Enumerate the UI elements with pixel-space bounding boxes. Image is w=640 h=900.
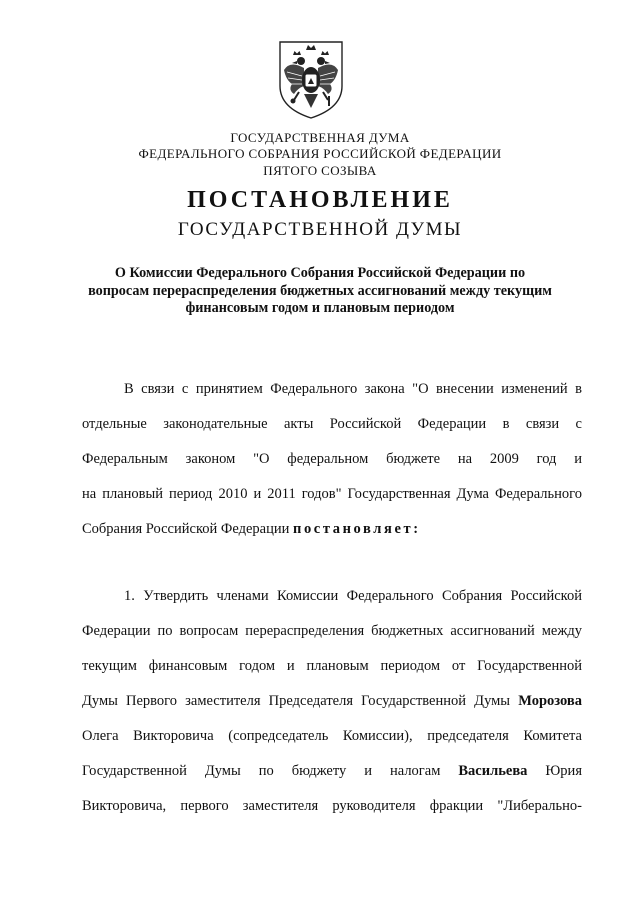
preamble-line-1: В связи с принятием Федерального закона "О внесении изменений в: [124, 381, 582, 397]
preamble-line-4: на плановый период 2010 и 2011 годов" Государственная Дума Федерального: [82, 486, 582, 502]
subject-line-3: финансовым годом и плановым периодом: [185, 300, 455, 316]
item1-line-7: Викторовича, первого заместителя руководителя фракции "Либерально-: [82, 798, 582, 814]
item1-line-6-text: Государственной Думы по бюджету и налогам: [82, 763, 459, 779]
subject-line-1: О Комиссии Федерального Собрания Российской Федерации по: [114, 265, 526, 281]
item1-line-6-end: Юрия: [527, 763, 582, 779]
subject-line-2: вопросам перераспределения бюджетных ассигнований между текущим: [88, 282, 552, 299]
issuer-line-2: ФЕДЕРАЛЬНОГО СОБРАНИЯ РОССИЙСКОЙ ФЕДЕРАЦИИ: [138, 146, 502, 161]
item1-line-6: [82, 762, 582, 780]
document-title: ПОСТАНОВЛЕНИЕ: [187, 187, 453, 213]
item1-line-3: текущим финансовым годом и плановым периодом от Государственной: [82, 658, 582, 674]
document-subject: [70, 265, 570, 318]
document-subtitle: ГОСУДАРСТВЕННОЙ ДУМЫ: [177, 219, 463, 240]
resolves-word: постановляет:: [293, 521, 421, 537]
item1-line-5: Олега Викторовича (сопредседатель Комиссии), председателя Комитета: [82, 728, 582, 744]
preamble-line-5-text: Собрания Российской Федерации: [82, 521, 293, 537]
preamble-line-5: [82, 520, 582, 538]
preamble-line-2: отдельные законодательные акты Российской Федерации в связи с: [82, 416, 582, 432]
item1-line-4: [82, 692, 582, 710]
coat-of-arms-emblem: [272, 40, 350, 120]
issuer-line-3: ПЯТОГО СОЗЫВА: [263, 163, 377, 178]
item1-line-4-text: Думы Первого заместителя Председателя Государственной Думы: [82, 693, 519, 709]
issuer-line-1: ГОСУДАРСТВЕННАЯ ДУМА: [230, 130, 410, 145]
item1-line-1: 1. Утвердить членами Комиссии Федерального Собрания Российской: [124, 588, 582, 604]
item1-line-2: Федерации по вопросам перераспределения бюджетных ассигнований между: [82, 623, 582, 639]
preamble-line-3: Федеральным законом "О федеральном бюджете на 2009 год и: [82, 451, 582, 467]
surname-morozov: Морозова: [518, 693, 582, 709]
surname-vasiliev: Васильева: [458, 763, 528, 779]
